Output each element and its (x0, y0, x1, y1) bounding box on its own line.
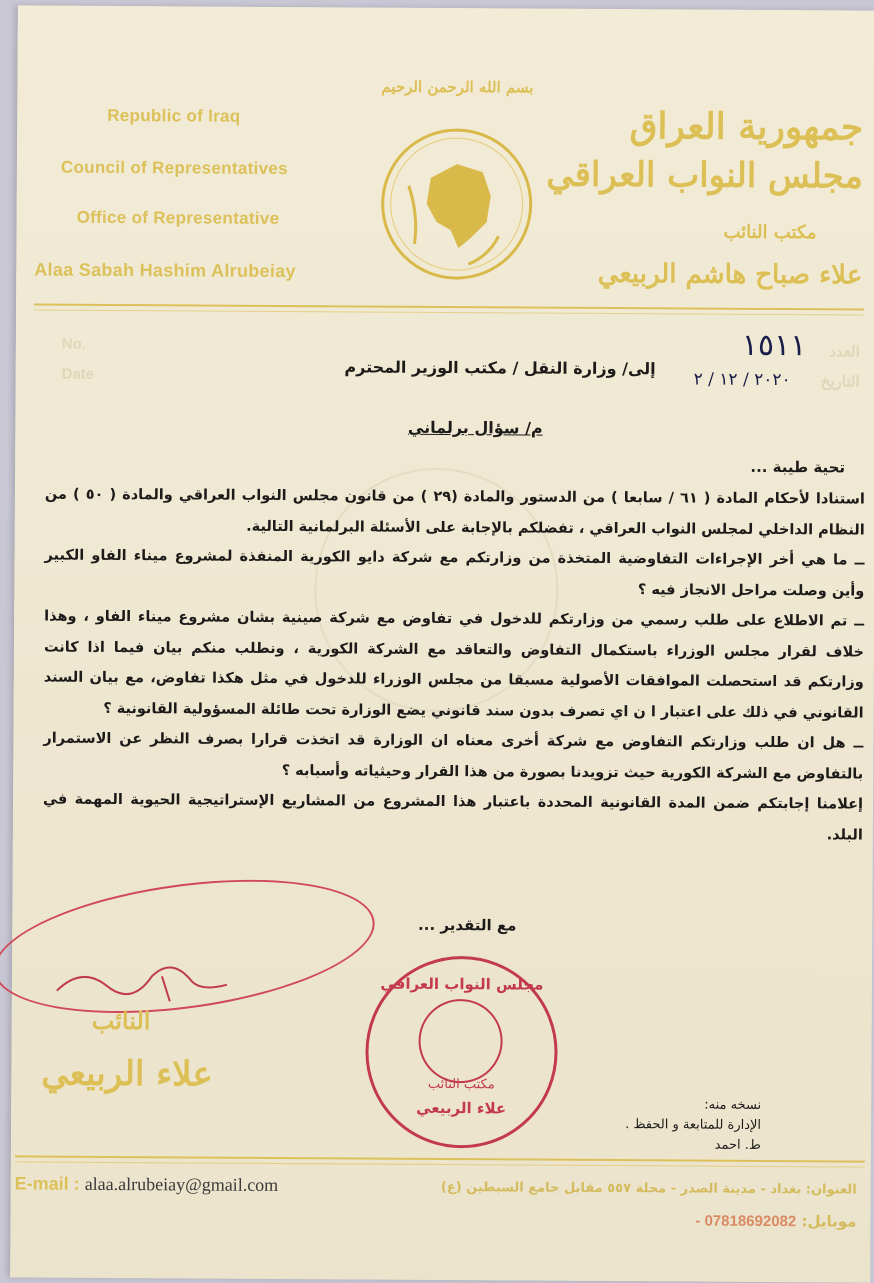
stamp-center-text: مكتب النائب (427, 1076, 495, 1093)
letter-body (43, 480, 865, 851)
handwritten-number: ١٥١١ (741, 327, 807, 364)
number-label: No. (61, 335, 87, 353)
stamp-ring-text: مجلس النواب العراقي (380, 974, 544, 994)
footer-email (15, 1173, 279, 1196)
header-ar-line-3: مكتب النائب (723, 221, 817, 244)
stamp-inner-circle (418, 999, 503, 1084)
stamp-bottom-text: علاء الربيعي (416, 1098, 507, 1118)
header-en-line-2: Council of Representatives (60, 157, 288, 179)
question-3: ــ هل ان طلب وزارتكم التفاوض مع شركة أخرى معناه ان الوزارة قد اتخذت قرارا بصرف النظر عن الاستمرار بالتفاوض مع الشركة الكورية حيث تزويدنا بصورة من هذا القرار وحيثياته وأسبابه ؟ (43, 730, 864, 783)
footer-mobile (695, 1212, 856, 1231)
greeting: تحية طيبة ... (750, 457, 846, 477)
copy-to-item-1: الإدارة للمتابعة و الحفظ . (625, 1117, 762, 1133)
email-address[interactable]: alaa.alrubeiay@gmail.com (84, 1173, 279, 1195)
email-label: E-mail : (14, 1173, 80, 1194)
question-1: ــ ما هي أخر الإجراءات التفاوضية المتخذة من وزارتكم مع شركة دايو الكورية المنفذة لمشروع ميناء الفاو الكبير وأين وصلت مراحل الانجاز فيه ؟ (44, 547, 865, 600)
iraq-emblem-logo (378, 126, 535, 283)
recipient: إلى/ وزارة النقل / مكتب الوزير المحترم (344, 357, 656, 379)
header-ar-line-1: جمهورية العراق (629, 105, 864, 149)
footer-divider-thin (15, 1161, 865, 1167)
paragraph-intro: استنادا لأحكام المادة ( ٦١ / سابعا ) من الدستور والمادة (٢٩ ) من قانون مجلس النواب العراقي والمادة ( ٥٠ ) من النظام الداخلي لمجلس النواب العراقي ، تفضلكم بالإجابة على الأسئلة البرلمانية التالية. (44, 486, 865, 539)
question-2: ــ تم الاطلاع على طلب رسمي من وزارتكم للدخول في تفاوض مع شركة صينية بشان مشروع ميناء الفاو ، وهذا خلاف لقرار مجلس الوزراء باستكمال التفاوض والتعاقد مع الشركة الكورية ، ونطلب منكم بيان فيما اذا كانت وزارتكم قد استحصلت الموافقات الأصولية مسبقا من مجلس الوزراء للدخول في مثل هكذا تفاوض، مع بيان السند القانوني في ذلك على اعتبار ا ن اي تصرف بدون سند قانوني يضع الوزارة تحت طائلة المسؤولية القانونية ؟ (43, 608, 865, 722)
header-en-line-3: Office of Representative (76, 207, 280, 228)
official-stamp (365, 956, 558, 1149)
copy-to-item-2: ط. احمد (714, 1137, 761, 1153)
copy-to-label: نسخه منه: (704, 1097, 762, 1113)
header-ar-line-4: علاء صباح هاشم الربيعي (597, 258, 863, 291)
signature-title: النائب (91, 1005, 151, 1036)
letter-paper (10, 5, 874, 1282)
paragraph-request: إعلامنا إجابتكم ضمن المدة القانونية المحددة باعتبار هذا المشروع من المشاريع الإستراتيجية الحيوية المهمة في البلد. (42, 791, 864, 844)
header-divider-thin (34, 309, 864, 315)
mobile-number[interactable]: 07818692082 - (695, 1212, 797, 1231)
copy-to-block (625, 1095, 761, 1156)
date-label: Date (61, 365, 95, 383)
basmala: بسم الله الرحمن الرحيم (381, 77, 534, 97)
subject: م/ سؤال برلماني (407, 417, 543, 438)
number-label-ar: العدد (829, 343, 860, 361)
header-en-line-1: Republic of Iraq (107, 105, 241, 126)
signature-name: علاء الربيعي (41, 1053, 213, 1095)
mobile-label: موبايل: (801, 1212, 857, 1231)
header-en-line-4: Alaa Sabah Hashim Alrubeiay (34, 259, 296, 282)
header-ar-line-2: مجلس النواب العراقي (546, 154, 863, 197)
handwritten-date: ٢٠٢٠ / ١٢ / ٢ (693, 369, 791, 391)
handwritten-signature (52, 946, 232, 1011)
date-label-ar: التاريخ (820, 373, 860, 391)
closing: مع التقدير ... (418, 915, 517, 935)
footer-address: العنوان: بغداد - مدينة الصدر - محلة ٥٥٧ مقابل جامع السبطين (ع) (440, 1179, 857, 1198)
